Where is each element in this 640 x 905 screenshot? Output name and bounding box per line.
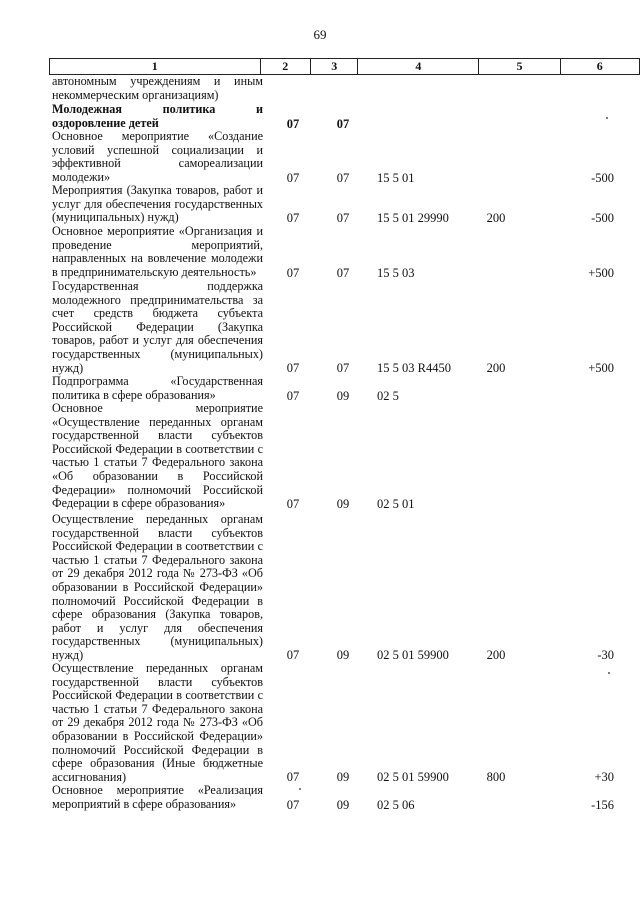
row-expense-type: 200 xyxy=(486,648,506,662)
scan-speck xyxy=(299,788,301,790)
row-expense-type: 200 xyxy=(486,211,506,225)
row-description: Государственная поддержка молодежного предпринимательства за счет средств бюджета субъекта Российской Федерации (Закупка товаров, работ и услуг для обеспечения государственных (муниципальных) нужд) xyxy=(52,279,263,375)
row-subsection: 07 xyxy=(336,266,350,280)
row-amount: +30 xyxy=(594,770,614,784)
row-subsection: 07 xyxy=(336,171,350,185)
row-description: Основное мероприятие «Создание условий успешной социализации и эффективной самореализации молодежи» xyxy=(52,129,263,184)
scan-speck xyxy=(608,672,610,674)
row-description: Осуществление переданных органам государственной власти субъектов Российской Федерации в соответствии с частью 1 статьи 7 Федерального закона от 29 декабря 2012 года № 273-ФЗ «Об образовании в Российской Федерации» полномочий Российской Федерации в сфере образования (Закупка товаров, работ и услуг для обеспечения государственных (муниципальных) нужд) xyxy=(52,512,263,662)
header-col-1: 1 xyxy=(50,59,261,75)
scan-speck xyxy=(606,117,608,119)
row-subsection: 09 xyxy=(336,389,350,403)
row-target-code: 02 5 01 59900 xyxy=(377,770,449,784)
row-target-code: 15 5 01 xyxy=(377,171,415,185)
row-description: Мероприятия (Закупка товаров, работ и услуг для обеспечения государственных (муниципальных) нужд) xyxy=(52,183,263,225)
row-description: Основное мероприятие «Осуществление переданных органам государственной власти субъектов Российской Федерации в соответствии с частью 1 статьи 7 Федерального закона «Об образовании в Российской Федерации» полномочий Российской Федерации в сфере образования» xyxy=(52,401,263,511)
row-section: 07 xyxy=(286,389,300,403)
row-amount: -500 xyxy=(591,171,614,185)
row-target-code: 15 5 01 29990 xyxy=(377,211,449,225)
row-section: 07 xyxy=(286,770,300,784)
row-amount: +500 xyxy=(588,361,614,375)
row-description: Подпрограмма «Государственная политика в сфере образования» xyxy=(52,374,263,402)
row-description: Основное мероприятие «Реализация мероприятий в сфере образования» xyxy=(52,783,263,811)
row-subsection: 09 xyxy=(336,497,350,511)
row-subsection: 07 xyxy=(336,211,350,225)
row-subsection: 09 xyxy=(336,770,350,784)
row-subsection: 09 xyxy=(336,798,350,812)
header-col-6: 6 xyxy=(560,59,639,75)
row-section: 07 xyxy=(286,361,300,375)
row-description: Осуществление переданных органам государственной власти субъектов Российской Федерации в соответствии с частью 1 статьи 7 Федерального закона от 29 декабря 2012 года № 273-ФЗ «Об образовании в Российской Федерации» полномочий Российской Федерации в сфере образования (Иные бюджетные ассигнования) xyxy=(52,661,263,784)
row-target-code: 02 5 xyxy=(377,389,399,403)
row-section: 07 xyxy=(286,798,300,812)
row-subsection: 09 xyxy=(336,648,350,662)
row-expense-type: 800 xyxy=(486,770,506,784)
row-section: 07 xyxy=(286,497,300,511)
row-amount: -30 xyxy=(597,648,614,662)
row-subsection: 07 xyxy=(336,117,350,131)
row-section: 07 xyxy=(286,266,300,280)
row-expense-type: 200 xyxy=(486,361,506,375)
row-section: 07 xyxy=(286,171,300,185)
row-description: автономным учреждениям и иным некоммерческим организациям) xyxy=(52,74,263,102)
row-section: 07 xyxy=(286,211,300,225)
row-amount: +500 xyxy=(588,266,614,280)
row-description: Молодежная политика и оздоровление детей xyxy=(52,102,263,130)
row-target-code: 02 5 01 xyxy=(377,497,415,511)
row-subsection: 07 xyxy=(336,361,350,375)
row-target-code: 15 5 03 xyxy=(377,266,415,280)
row-description: Основное мероприятие «Организация и проведение мероприятий, направленных на вовлечение молодежи в предпринимательскую деятельность» xyxy=(52,224,263,279)
row-section: 07 xyxy=(286,648,300,662)
row-amount: -500 xyxy=(591,211,614,225)
row-section: 07 xyxy=(286,117,300,131)
row-amount: -156 xyxy=(591,798,614,812)
row-target-code: 02 5 01 59900 xyxy=(377,648,449,662)
header-col-2: 2 xyxy=(260,59,310,75)
header-col-4: 4 xyxy=(358,59,479,75)
row-target-code: 15 5 03 R4450 xyxy=(377,361,451,375)
page-number: 69 xyxy=(313,27,327,42)
header-col-5: 5 xyxy=(479,59,560,75)
header-col-3: 3 xyxy=(310,59,358,75)
row-target-code: 02 5 06 xyxy=(377,798,415,812)
